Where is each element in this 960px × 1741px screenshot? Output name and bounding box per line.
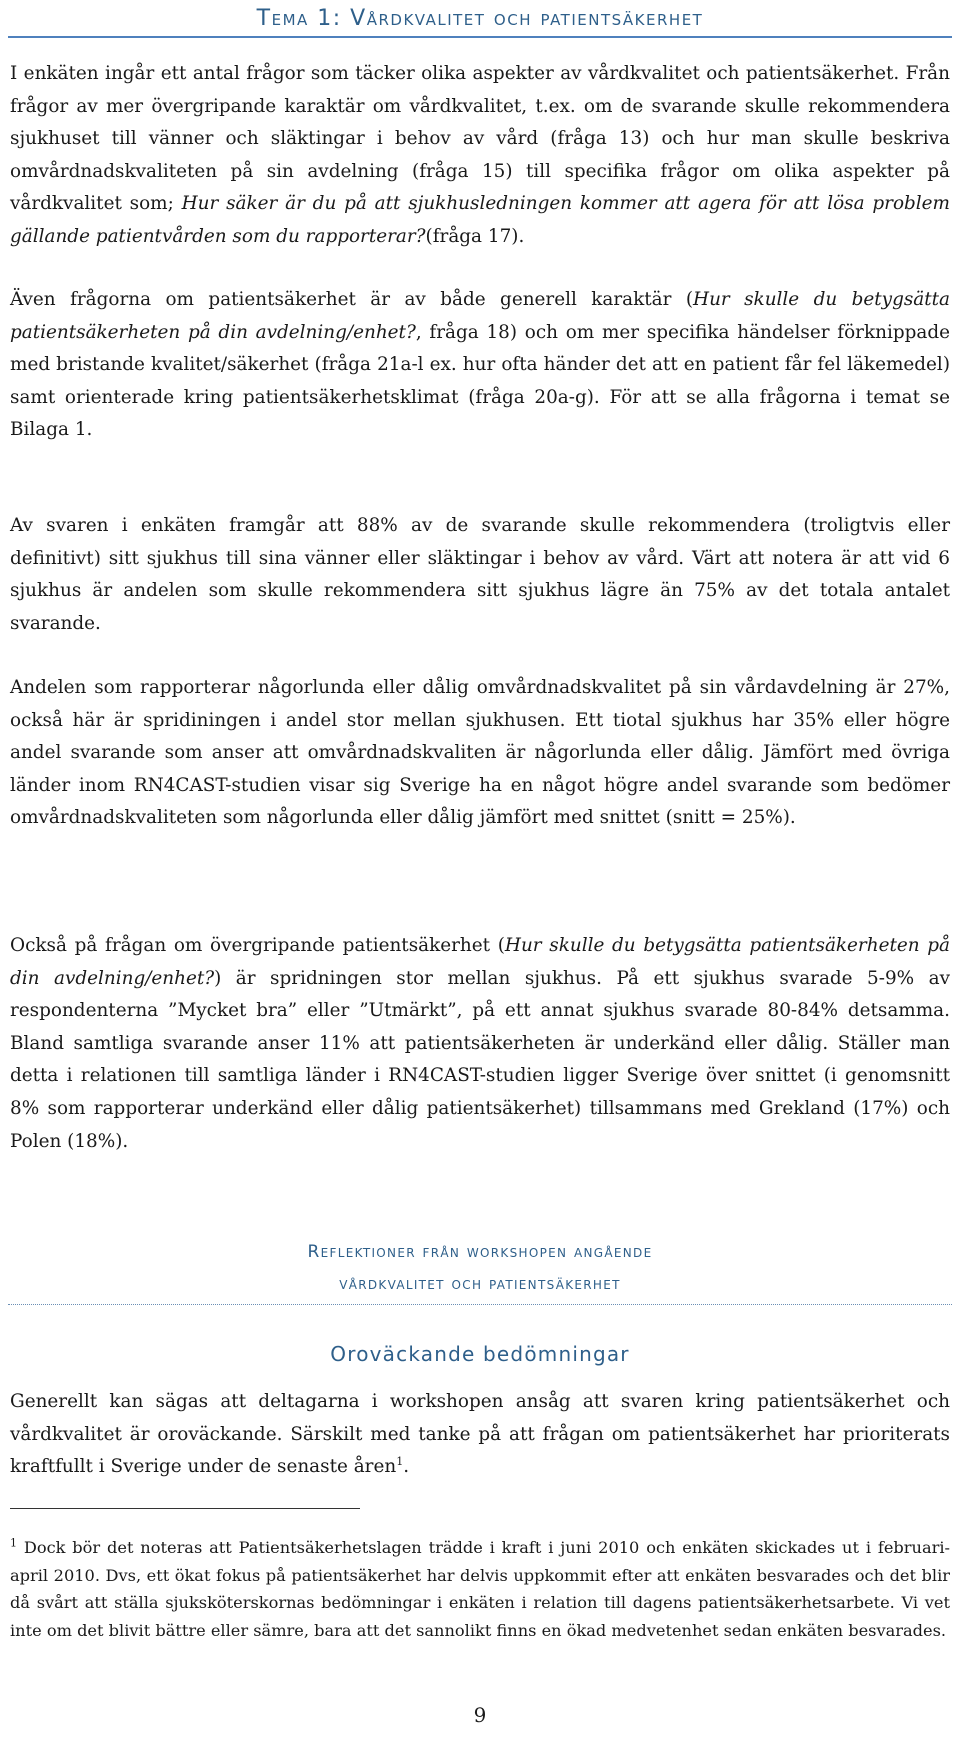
paragraph-2-italic: Hur skulle du betygsätta patientsäkerheten på din avdelning/enhet?	[10, 289, 950, 343]
page-number: 9	[473, 1703, 487, 1727]
paragraph-5-text-a: Också på frågan om övergripande patientsäkerhet (	[10, 935, 505, 956]
paragraph-6-end: .	[403, 1456, 410, 1478]
paragraph-2-text-b: , fråga 18) och om mer specifika händelser förknippade med bristande kvalitet/säkerhet (fråga 21a-l ex. hur ofta händer det att en patient får fel läkemedel) samt orienterade kring patientsäkerhetsklimat (fråga 20a-g). För att se alla frågorna i temat se Bilaga 1.	[10, 321, 950, 441]
paragraph-1	[10, 58, 950, 254]
footnote	[10, 1534, 950, 1644]
footnote-separator	[10, 1508, 360, 1509]
paragraph-3-text: Av svaren i enkäten framgår att 88% av de svarande skulle rekommendera (troligtvis eller definitivt) sitt sjukhus till sina vänner eller släktingar i behov av vård. Värt att notera är att vid 6 sjukhus är andelen som skulle rekommendera sitt sjukhus lägre än 75% av det totala antalet svarande.	[10, 515, 950, 634]
subsection-heading: Oroväckande bedömningar	[330, 1342, 630, 1366]
footnote-text: Dock bör det noteras att Patientsäkerhetslagen trädde i kraft i juni 2010 och enkäten skickades ut i februari-april 2010. Dvs, ett ökat fokus på patientsäkerhet har delvis uppkommit efter att enkäten besvarades och det blir då svårt att ställa sjuksköterskornas bedömningar i enkäten i relation till dagens patientsäkerhetsarbete. Vi vet inte om det blivit bättre eller sämre, bara att det sannolikt finns en ökad medvetenhet sedan enkäten besvarades.	[10, 1538, 950, 1640]
paragraph-5-text-b: ) är spridningen stor mellan sjukhus. På ett sjukhus svarade 5-9% av respondenterna ”Mycket bra” eller ”Utmärkt”, på ett annat sjukhus svarade 80-84% detsamma. Bland samtliga svarande anser 11% att patientsäkerheten är underkänd eller dålig. Ställer man detta i relationen till samtliga länder i RN4CAST-studien ligger Sverige över snittet (i genomsnitt 8% som rapporterar underkänd eller dålig patientsäkerhet) tillsammans med Grekland (17%) och Polen (18%).	[10, 967, 950, 1152]
page-title-text: Tema 1: Vårdkvalitet och patientsäkerhet	[256, 6, 704, 31]
paragraph-5-italic: Hur skulle du betygsätta patientsäkerheten på din avdelning/enhet?	[10, 935, 950, 989]
footnote-reference: 1	[396, 1455, 404, 1469]
paragraph-1-italic: Hur säker är du på att sjukhusledningen kommer att agera för att lösa problem gällande patientvården som du rapporterar?	[10, 193, 950, 247]
paragraph-4-text: Andelen som rapporterar någorlunda eller dålig omvårdnadskvalitet på sin vårdavdelning är 27%, också här är spridiningen i andel stor mellan sjukhusen. Ett tiotal sjukhus har 35% eller högre andel svarande som anser att omvårdnadskvaliten är någorlunda eller dålig. Jämfört med övriga länder inom RN4CAST-studien visar sig Sverige ha en något högre andel svarande som bedömer omvårdnadskvaliteten som någorlunda eller dålig jämfört med snittet (snitt = 25%).	[10, 677, 950, 829]
paragraph-1-text-a: I enkäten ingår ett antal frågor som täcker olika aspekter av vårdkvalitet och patientsäkerhet. Från frågor av mer övergripande karaktär om vårdkvalitet, t.ex. om de svarande skulle rekommendera sjukhuset till vänner och släktingar i behov av vård (fråga 13) och hur man skulle beskriva omvårdnadskvaliteten på sin avdelning (fråga 15) till specifika frågor om olika aspekter på vårdkvalitet som;	[10, 63, 950, 215]
paragraph-4	[10, 672, 950, 835]
paragraph-2	[10, 284, 950, 447]
footnote-marker: 1	[10, 1536, 17, 1550]
paragraph-3	[10, 510, 950, 640]
section-heading-line-1: Reflektioner från workshopen angående	[307, 1242, 653, 1262]
paragraph-6-text: Generellt kan sägas att deltagarna i workshopen ansåg att svaren kring patientsäkerhet och vårdkvalitet är oroväckande. Särskilt med tanke på att frågan om patientsäkerhet har prioriterats kraftfullt i Sverige under de senaste åren	[10, 1391, 950, 1478]
paragraph-2-text-a: Även frågorna om patientsäkerhet är av både generell karaktär (	[10, 289, 694, 310]
section-heading-line-2: vårdkvalitet och patientsäkerhet	[339, 1274, 621, 1294]
paragraph-1-text-b: (fråga 17).	[425, 225, 525, 247]
section-heading	[8, 1236, 952, 1305]
page-title	[8, 0, 952, 38]
paragraph-5	[10, 930, 950, 1158]
paragraph-6	[10, 1386, 950, 1484]
